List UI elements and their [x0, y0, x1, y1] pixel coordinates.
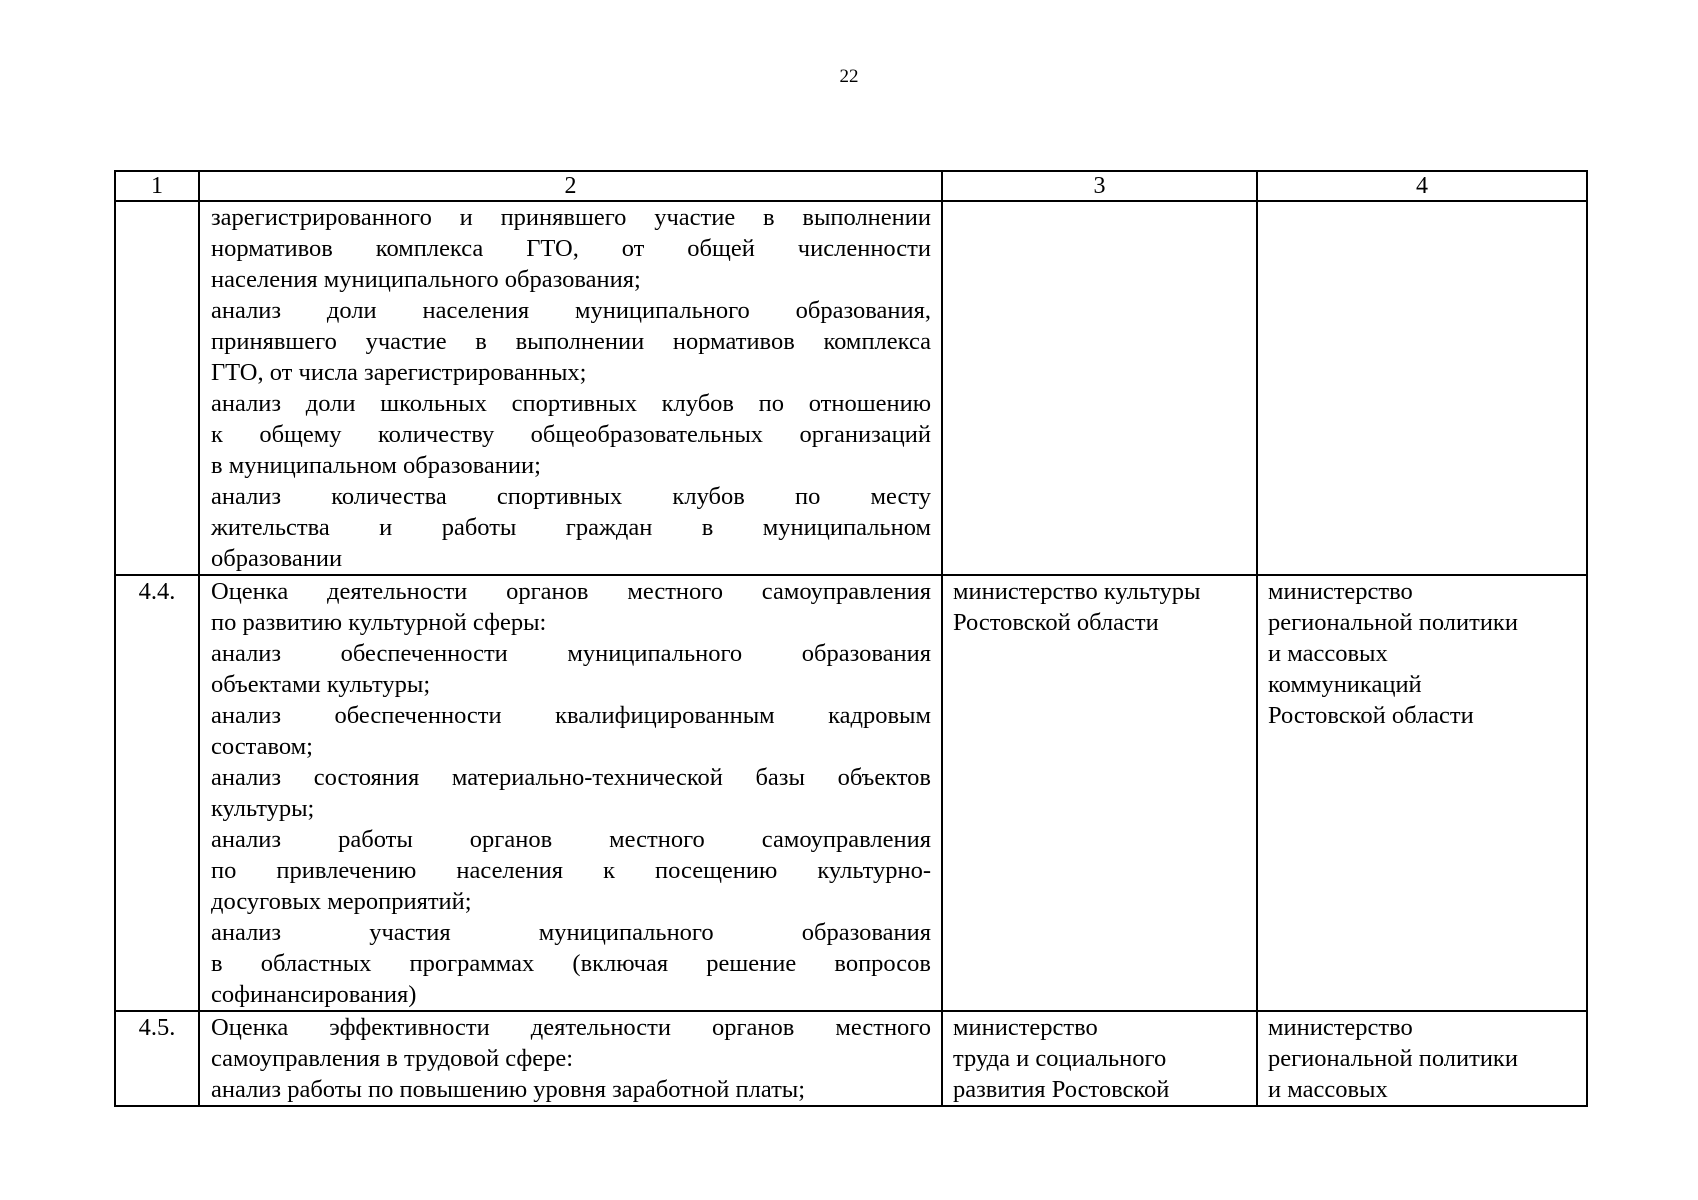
document-table	[114, 170, 1588, 1107]
description-cell	[199, 201, 942, 575]
description-line: анализ работы по повышению уровня заработной платы;	[211, 1076, 806, 1103]
responsible-cell	[942, 201, 1257, 575]
cell-line: и массовых	[1268, 1076, 1388, 1103]
description-line: досуговых мероприятий;	[211, 888, 472, 915]
description-line: софинансирования)	[211, 981, 417, 1008]
cell-line: Ростовской области	[953, 609, 1159, 636]
description-line: анализ доли населения муниципального образования,	[211, 297, 931, 324]
description-line: анализ участия муниципального образования	[211, 919, 931, 946]
description-line: составом;	[211, 733, 313, 760]
description-line: жительства и работы граждан в муниципальном	[211, 514, 931, 541]
description-line: населения муниципального образования;	[211, 266, 641, 293]
header-cell-2: 2	[199, 171, 942, 201]
description-line: принявшего участие в выполнении нормативов комплекса	[211, 328, 931, 355]
cell-line: коммуникаций	[1268, 671, 1422, 698]
header-cell-3: 3	[942, 171, 1257, 201]
coexecutor-cell	[1257, 1011, 1587, 1106]
coexecutor-cell	[1257, 575, 1587, 1011]
responsible-cell	[942, 1011, 1257, 1106]
cell-line: министерство	[953, 1014, 1098, 1041]
row-number-cell	[115, 201, 199, 575]
description-line: культуры;	[211, 795, 315, 822]
cell-line: министерство культуры	[953, 578, 1201, 605]
row-number-cell: 4.4.	[115, 575, 199, 1011]
description-line: анализ обеспеченности квалифицированным кадровым	[211, 702, 931, 729]
description-line: по развитию культурной сферы:	[211, 609, 547, 636]
description-line: анализ работы органов местного самоуправления	[211, 826, 931, 853]
row-number-cell: 4.5.	[115, 1011, 199, 1106]
description-line: Оценка деятельности органов местного самоуправления	[211, 578, 931, 605]
description-line: ГТО, от числа зарегистрированных;	[211, 359, 587, 386]
description-line: в муниципальном образовании;	[211, 452, 541, 479]
cell-line: министерство	[1268, 1014, 1413, 1041]
description-line: анализ состояния материально-технической базы объектов	[211, 764, 931, 791]
cell-line: министерство	[1268, 578, 1413, 605]
table-row	[115, 201, 1587, 575]
description-line: объектами культуры;	[211, 671, 431, 698]
description-line: к общему количеству общеобразовательных организаций	[211, 421, 931, 448]
description-line: анализ обеспеченности муниципального образования	[211, 640, 931, 667]
description-line: самоуправления в трудовой сфере:	[211, 1045, 574, 1072]
description-line: по привлечению населения к посещению культурно-	[211, 857, 931, 884]
description-cell	[199, 575, 942, 1011]
cell-line: региональной политики	[1268, 1045, 1518, 1072]
header-cell-1: 1	[115, 171, 199, 201]
coexecutor-cell	[1257, 201, 1587, 575]
table-row	[115, 575, 1587, 1011]
cell-line: развития Ростовской	[953, 1076, 1170, 1103]
cell-line: региональной политики	[1268, 609, 1518, 636]
table-row	[115, 1011, 1587, 1106]
cell-line: и массовых	[1268, 640, 1388, 667]
description-line: зарегистрированного и принявшего участие в выполнении	[211, 204, 931, 231]
table-header-row	[115, 171, 1587, 201]
page-number: 22	[839, 66, 859, 87]
description-cell	[199, 1011, 942, 1106]
description-line: в областных программах (включая решение вопросов	[211, 950, 931, 977]
description-line: образовании	[211, 545, 343, 572]
responsible-cell	[942, 575, 1257, 1011]
cell-line: Ростовской области	[1268, 702, 1474, 729]
description-line: Оценка эффективности деятельности органов местного	[211, 1014, 931, 1041]
description-line: нормативов комплекса ГТО, от общей численности	[211, 235, 931, 262]
description-line: анализ количества спортивных клубов по месту	[211, 483, 931, 510]
cell-line: труда и социального	[953, 1045, 1167, 1072]
description-line: анализ доли школьных спортивных клубов по отношению	[211, 390, 931, 417]
header-cell-4: 4	[1257, 171, 1587, 201]
